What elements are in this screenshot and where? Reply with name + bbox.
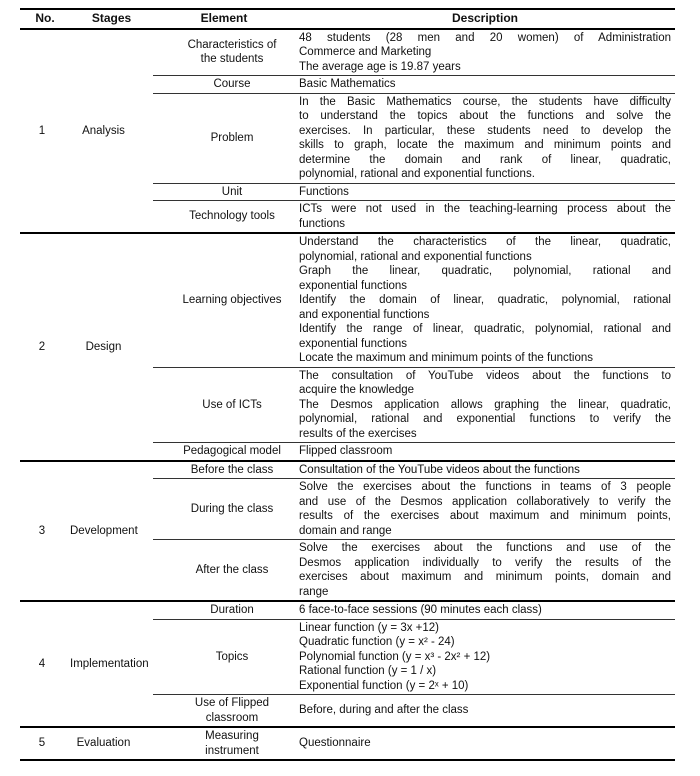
stage-name: Development	[70, 461, 153, 602]
description-line: Rational function (y = 1 / x)	[299, 665, 437, 677]
description-line: The Desmos application allows graphing the linear, quadratic,	[299, 398, 671, 411]
description-line: functions	[299, 217, 346, 230]
description-line: and use of the Desmos application collaboratively to verify the	[299, 495, 671, 508]
header-row	[20, 9, 675, 29]
description-line: Locate the maximum and minimum points of the functions	[299, 352, 594, 364]
description-line: Functions	[299, 185, 349, 198]
table-row	[20, 727, 675, 760]
addie-design-table	[20, 8, 675, 761]
description-line: Graph the linear, quadratic, polynomial, rational and	[299, 265, 671, 277]
description-line: Understand the characteristics of the linear, quadratic,	[299, 236, 671, 248]
description-line: Before, during and after the class	[299, 704, 469, 717]
description-line: and exponential functions	[299, 308, 430, 321]
column-header-description: Description	[295, 9, 675, 29]
description-cell	[295, 201, 675, 234]
stage-name: Analysis	[70, 29, 153, 234]
element-name: Before the class	[153, 461, 295, 479]
stage-number: 5	[20, 727, 70, 760]
stage-name: Evaluation	[70, 727, 153, 760]
description-cell	[295, 183, 675, 201]
description-line: Commerce and Marketing	[299, 46, 432, 58]
table-row	[20, 601, 675, 619]
description-cell	[295, 695, 675, 728]
description-cell	[295, 29, 675, 76]
column-header-no: No.	[20, 9, 70, 29]
table-row	[20, 461, 675, 479]
description-cell	[295, 540, 675, 602]
element-name: During the class	[153, 479, 295, 540]
description-line: Solve the exercises about the functions and use of the	[299, 542, 671, 554]
description-cell	[295, 93, 675, 183]
description-cell	[295, 367, 675, 443]
description-line: acquire the knowledge	[299, 384, 415, 396]
element-name: Pedagogical model	[153, 443, 295, 461]
description-line: Desmos application individually to verify the results of the	[299, 556, 671, 569]
description-line: Exponential function (y = 2ˣ + 10)	[299, 679, 469, 692]
description-line: polynomial, rational and exponential functions	[299, 250, 532, 263]
element-name: Use of Flipped classroom	[153, 695, 295, 728]
description-line: Basic Mathematics	[299, 78, 396, 90]
description-line: Solve the exercises about the functions in teams of 3 people	[299, 481, 671, 493]
stage-name: Implementation	[70, 601, 153, 727]
description-line: Flipped classroom	[299, 445, 393, 457]
element-name: Course	[153, 76, 295, 94]
element-name: Use of ICTs	[153, 367, 295, 443]
description-line: results of the exercises about maximum and minimum points,	[299, 510, 671, 522]
description-cell	[295, 76, 675, 94]
column-header-stages: Stages	[70, 9, 153, 29]
element-name: Duration	[153, 601, 295, 619]
description-line: In the Basic Mathematics course, the students have difficulty	[299, 95, 671, 108]
stage-name: Design	[70, 233, 153, 461]
description-line: determine the domain and rank of linear, quadratic,	[299, 153, 671, 166]
element-name: Learning objectives	[153, 233, 295, 367]
description-line: 6 face-to-face sessions (90 minutes each class)	[299, 604, 542, 616]
description-line: Quadratic function (y = x² - 24)	[299, 636, 455, 648]
description-line: 48 students (28 men and 20 women) of Administration	[299, 31, 671, 44]
stage-number: 2	[20, 233, 70, 461]
description-line: Polynomial function (y = x³ - 2x² + 12)	[299, 650, 491, 663]
description-line: exponential functions	[299, 279, 408, 292]
description-line: Consultation of the YouTube videos about the functions	[299, 463, 580, 476]
element-name: Technology tools	[153, 201, 295, 234]
description-line: The average age is 19.87 years	[299, 60, 461, 73]
description-line: exercises. In particular, these students need to develop the	[299, 124, 671, 137]
column-header-element: Element	[153, 9, 295, 29]
description-cell	[295, 233, 675, 367]
description-line: skills to graph, locate the maximum and minimum points and	[299, 139, 671, 151]
stage-number: 3	[20, 461, 70, 602]
description-line: range	[299, 585, 329, 598]
description-cell	[295, 479, 675, 540]
description-line: exponential functions	[299, 337, 408, 350]
description-line: polynomial, rational and exponential functions.	[299, 168, 535, 180]
description-line: to understand the topics about the functions and solve the	[299, 110, 671, 122]
stage-number: 4	[20, 601, 70, 727]
table-row	[20, 29, 675, 76]
description-line: results of the exercises	[299, 427, 417, 440]
document-page	[0, 8, 700, 776]
description-line: ICTs were not used in the teaching-learning process about the	[299, 203, 671, 215]
description-line: Identify the domain of linear, quadratic, polynomial, rational	[299, 294, 671, 306]
stage-number: 1	[20, 29, 70, 234]
description-cell	[295, 461, 675, 479]
element-name: Characteristics of the students	[153, 29, 295, 76]
description-cell	[295, 601, 675, 619]
element-name: Problem	[153, 93, 295, 183]
element-name: Measuring instrument	[153, 727, 295, 760]
table-row	[20, 233, 675, 367]
description-line: domain and range	[299, 524, 392, 537]
element-name: Topics	[153, 619, 295, 695]
description-cell	[295, 443, 675, 461]
element-name: After the class	[153, 540, 295, 602]
description-line: Questionnaire	[299, 737, 371, 750]
description-cell	[295, 619, 675, 695]
element-name: Unit	[153, 183, 295, 201]
description-line: Identify the range of linear, quadratic, polynomial, rational and	[299, 323, 671, 335]
description-line: exercises about maximum and minimum points, domain and	[299, 571, 671, 583]
description-line: polynomial, rational and exponential functions to verify the	[299, 413, 671, 425]
description-line: Linear function (y = 3x +12)	[299, 621, 439, 634]
description-cell	[295, 727, 675, 760]
description-line: The consultation of YouTube videos about the functions to	[299, 369, 671, 382]
